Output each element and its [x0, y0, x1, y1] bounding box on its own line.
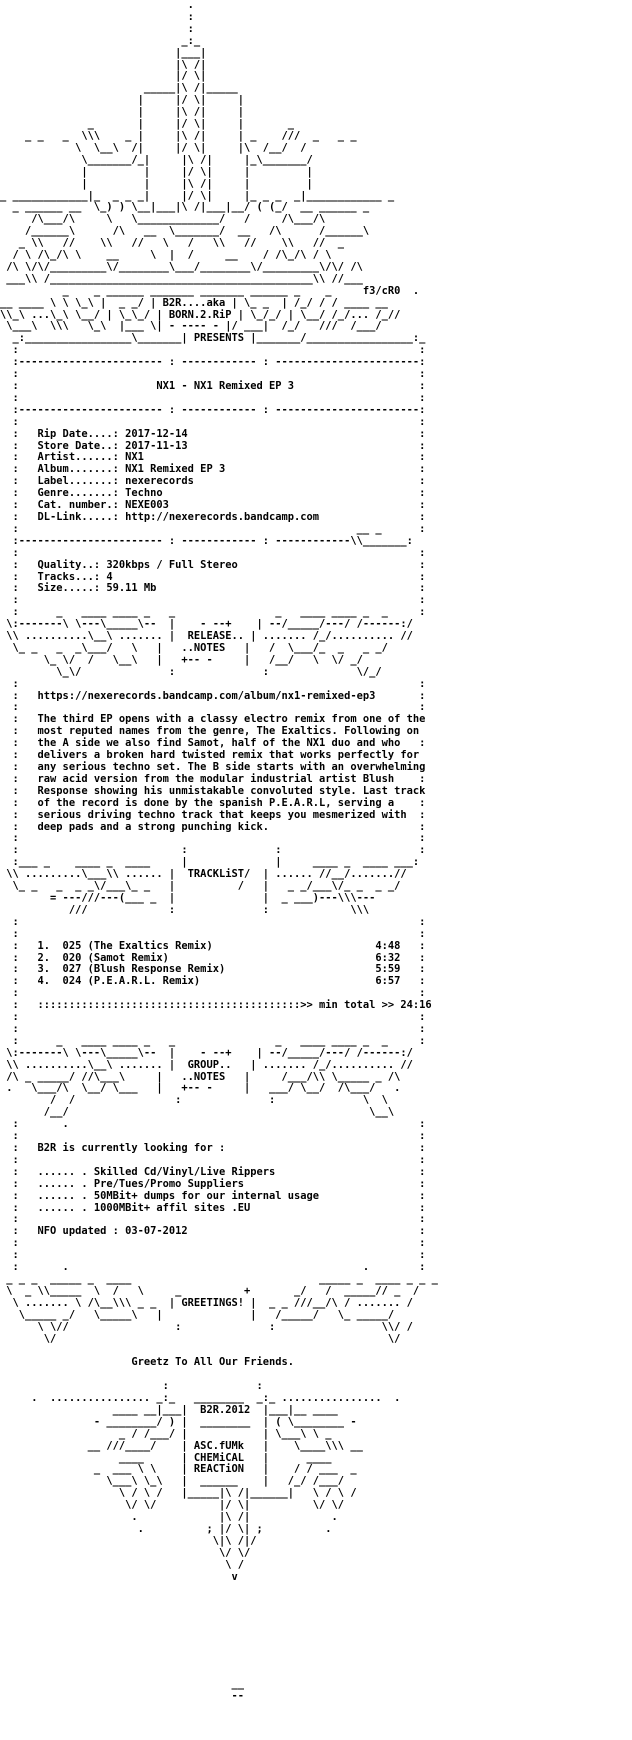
nfo-line: \:-------\ \---\_____\-- | - --+ | --/_____/---/ /------:/: [0, 618, 413, 631]
nfo-line: : :: [0, 1011, 426, 1024]
nfo-line: : __ _ :: [0, 522, 426, 535]
nfo-line: _:_________________\_______| PRESENTS |_______/_________________:_: [0, 332, 426, 345]
nfo-line: _:_: [0, 34, 201, 47]
nfo-line: : ...... . 50MBit+ dumps for our internal usage :: [0, 1189, 426, 1202]
nfo-line: \/ \/ |/ \| \/ \/: [0, 1499, 345, 1512]
nfo-line: : :: [0, 677, 426, 690]
nfo-line: : Genre.......: Techno :: [0, 487, 426, 500]
nfo-line: \ \// : : \\/ /: [0, 1320, 413, 1333]
nfo-line: : Rip Date....: 2017-12-14 :: [0, 427, 426, 440]
nfo-line: | |/ \| |: [0, 94, 244, 107]
nfo-line: :----------------------- : ------------ : -----------------------:: [0, 403, 426, 416]
nfo-line: : _ ____ ____ _ _ _ ____ ____ _ _ :: [0, 1034, 426, 1047]
nfo-line: : . :: [0, 1118, 426, 1131]
nfo-line: : Response showing his unmistakable convoluted style. Last track: [0, 784, 426, 797]
nfo-line: : :: [0, 1022, 426, 1035]
nfo-line: _ _ _ \\\ _ | |\ /| | _ /// _ _ _: [0, 129, 357, 142]
nfo-line: : raw acid version from the modular industrial artist Blush :: [0, 772, 426, 785]
nfo-line: :: [0, 10, 194, 23]
nfo-line: /\___/\ \ \_____________/ / /\___/\: [0, 213, 326, 226]
nfo-line: | |\ /| |: [0, 106, 244, 119]
nfo-line: v: [0, 1570, 238, 1583]
nfo-line: : delivers a broken hard twisted remix that works perfectly for: [0, 749, 420, 762]
nfo-line: : ...... . Pre/Tues/Promo Suppliers :: [0, 1177, 426, 1190]
nfo-line: : Label.......: nexerecords :: [0, 475, 426, 488]
nfo-line: _ ___ \ \ | REACTiON | / / ___ _: [0, 1463, 357, 1476]
nfo-line: / \ /\_/\ \ __ \ | / __ / /\_/\ / \: [0, 249, 332, 262]
nfo-line: : :: [0, 1130, 426, 1143]
nfo-line: : Artist......: NX1 :: [0, 451, 426, 464]
nfo-line: /// : : \\\: [0, 903, 370, 916]
nfo-line: : :: [0, 701, 426, 714]
nfo-line: \ /: [0, 1558, 244, 1571]
nfo-line: \_\/ : : \/_/: [0, 665, 382, 678]
nfo-line: /______\ /\ __ \_______/ __ /\ /______\: [0, 225, 370, 238]
nfo-line: :___ _ ____ _ ____ | | ____ _ ____ ___:: [0, 856, 420, 869]
nfo-line: : deep pads and a strong punching kick. :: [0, 820, 426, 833]
nfo-line: \___\ \\\ \_\ |___ \| - ---- - |/ ___| /_/ /// /___/: [0, 320, 382, 333]
nfo-line: : :: [0, 915, 426, 928]
nfo-line: : :: [0, 987, 426, 1000]
nfo-line: : . . :: [0, 1261, 426, 1274]
nfo-line: \/ \/: [0, 1332, 401, 1345]
nfo-line: \\ ..........\__\ ....... | RELEASE.. | ....... /_/.......... //: [0, 630, 413, 643]
nfo-line: __ ///____/ | ASC.fUMk | \____\\\ __: [0, 1439, 363, 1452]
nfo-line: \|\ /|/: [0, 1534, 257, 1547]
nfo-line: :: [0, 22, 194, 35]
nfo-line: : :: [0, 546, 426, 559]
nfo-line: : Album.......: NX1 Remixed EP 3 :: [0, 463, 426, 476]
nfo-line: __ ____ \ \ \_\ | _ _/ | B2R....aka | \_ _ | /_/ / / ____ __: [0, 296, 388, 309]
nfo-line: /\ \/\/_________\/________\___/________\/_________\/\/ /\: [0, 260, 363, 273]
nfo-line: \\ .........\___\\ ...... | TRACKLiST/ | ...... //__/.......//: [0, 868, 407, 881]
nfo-line: : serious driving techno track that keeps you mesmerized with :: [0, 808, 426, 821]
nfo-line: _ | |/ \| | _: [0, 118, 295, 131]
nfo-line: \_____ _/ \_____\ | | /_____/ \_ _____/: [0, 1308, 395, 1321]
nfo-line: : Tracks...: 4 :: [0, 570, 426, 583]
nfo-line: \_ \/ / \__\ | +-- - | /__/ \ \/ _/: [0, 653, 363, 666]
nfo-line: : 4. 024 (P.E.A.R.L. Remix) 6:57 :: [0, 975, 426, 988]
nfo-line: . ; |/ \| ; .: [0, 1523, 332, 1535]
nfo-line: : Quality..: 320kbps / Full Stereo :: [0, 558, 426, 571]
nfo-line: __: [0, 1677, 244, 1690]
nfo-line: : :: [0, 368, 426, 381]
nfo-line: : :: [0, 1153, 426, 1166]
nfo-line: : 2. 020 (Samot Remix) 6:32 :: [0, 951, 426, 964]
nfo-line: : B2R is currently looking for : :: [0, 1142, 426, 1154]
nfo-line: :----------------------- : ------------ : ------------\\_______:: [0, 534, 413, 547]
nfo-line: : :: [0, 344, 426, 357]
nfo-line: : _ ____ ____ _ _ _ ____ ____ _ _ :: [0, 606, 426, 619]
nfo-line: : ...... . Skilled Cd/Vinyl/Live Rippers :: [0, 1165, 426, 1178]
nfo-line: : :: [0, 1237, 426, 1250]
nfo-line: : :: [0, 927, 426, 940]
nfo-line: .: [0, 0, 194, 11]
nfo-line: : NX1 - NX1 Remixed EP 3 :: [0, 380, 426, 392]
nfo-line: : NFO updated : 03-07-2012 :: [0, 1225, 426, 1238]
nfo-line: : DL-Link.....: http://nexerecords.bandcamp.com :: [0, 510, 426, 523]
nfo-line: : :: [0, 391, 426, 404]
nfo-line: : The third EP opens with a classy electro remix from one of the: [0, 713, 426, 726]
nfo-line: \_ _ _ _ _\/___\_ _ | / | _ _/___\/_ _ _ _/: [0, 880, 401, 893]
nfo-line: \\_\ ...\_\ \__/ | \_\_/ | BORN.2.RiP | \_/_/ | \__/ /_/... /_//: [0, 308, 401, 321]
nfo-line: : :: [0, 415, 426, 428]
nfo-line: [0, 1344, 425, 1356]
nfo-line: : of the record is done by the spanish P.E.A.R.L, serving a :: [0, 796, 426, 809]
nfo-line: _____|\ /|_____: [0, 82, 238, 95]
nfo-line: \ _ \\_____ \ / \ _ + _/ / _____// _ /: [0, 1284, 420, 1297]
nfo-line: : :: [0, 594, 426, 607]
nfo-line: : : : :: [0, 844, 426, 857]
nfo-line: . ................ _:_ ________ _:_ ................ .: [0, 1392, 401, 1405]
nfo-line: Greetz To All Our Friends.: [0, 1356, 420, 1369]
nfo-line: [0, 1368, 425, 1380]
nfo-line: : :: [0, 1249, 426, 1262]
nfo-line: : :: [0, 1380, 263, 1393]
nfo-line: | | |\ /| | |: [0, 177, 313, 190]
nfo-line: . \___/\ \__/ \___ | +-- - | ___/ \__/ /\___/ .: [0, 1082, 401, 1095]
nfo-line: \_ _ _ _\___/ \ | ..NOTES | / \___/_ _ _ _/: [0, 641, 388, 654]
nfo-line: : Cat. number.: NEXE003 :: [0, 499, 426, 512]
nfo-line: |/ \|: [0, 70, 207, 83]
nfo-line: : ::::::::::::::::::::::::::::::::::::::::::>> min total >> 24:16: [0, 999, 432, 1012]
nfo-line: |\ /|: [0, 58, 207, 71]
nfo-line: . |\ /| .: [0, 1511, 338, 1524]
nfo-line: : most reputed names from the genre, The Exaltics. Following on: [0, 725, 420, 738]
nfo-line: : the A side we also find Samot, half of the NX1 duo and who :: [0, 737, 426, 750]
nfo-line: ___\\ /__________________________________________\\ //___: [0, 272, 363, 285]
nfo-line: /__/ \__\: [0, 1106, 395, 1119]
nfo-line: \\ ..........\__\ ....... | GROUP.. | ....... /_/.......... //: [0, 1058, 413, 1071]
nfo-line: = ---///---(___ _ | | _ ___)---\\\---: [0, 891, 376, 904]
nfo-line: ____ __|___| B2R.2012 |___|__ ____: [0, 1403, 338, 1416]
nfo-line: : ...... . 1000MBit+ affil sites .EU :: [0, 1201, 426, 1214]
nfo-line: : Store Date..: 2017-11-13 :: [0, 439, 426, 452]
nfo-line: : any serious techno set. The B side starts with an overwhelming: [0, 761, 426, 773]
nfo-line: --: [0, 1689, 244, 1702]
nfo-line: _ _ _ _____ _ ____ _____ _ ____ _ _ _: [0, 1272, 438, 1285]
nfo-line: _ ____________|_ _ _ _| |/ \| |_ _ _ _|____________ _: [0, 189, 395, 202]
nfo-line: _ _ ______ _______ _______ ______ _ _ f3/cR0 .: [0, 284, 420, 297]
nfo-line: \/ \/: [0, 1546, 251, 1559]
nfo-line: | | |/ \| | |: [0, 165, 313, 178]
nfo-line: :----------------------- : ------------ : -----------------------:: [0, 356, 426, 369]
nfo-line: \ \__\ /| |/ \| |\ /__/ /: [0, 141, 307, 154]
nfo-line: / / : : \ \: [0, 1094, 388, 1107]
nfo-line: |___|: [0, 46, 207, 59]
nfo-line: : 3. 027 (Blush Response Remix) 5:59 :: [0, 963, 426, 976]
nfo-line: ____ | CHEMiCAL | ____: [0, 1451, 332, 1464]
nfo-line: \:-------\ \---\_____\-- | - --+ | --/_____/---/ /------:/: [0, 1046, 413, 1059]
nfo-line: _ ______ __ \_) ) \__|___|\ /|___|__/ ( (_/ __ ______ _: [0, 201, 370, 214]
nfo-line: \___\ \_\ | ______ | /_/ /___/: [0, 1475, 345, 1488]
nfo-line: - ________/ ) | ________ | ( \________ -: [0, 1415, 357, 1428]
nfo-line: : Size.....: 59.11 Mb :: [0, 582, 426, 595]
nfo-line: : :: [0, 1213, 426, 1226]
nfo-line: _ \\ // \\ // \ / \\ // \\ // _: [0, 237, 345, 250]
nfo-line: : https://nexerecords.bandcamp.com/album/nx1-remixed-ep3 :: [0, 689, 426, 702]
nfo-line: \_______/_| |\ /| |_\_______/: [0, 153, 313, 166]
nfo-line: : 1. 025 (The Exaltics Remix) 4:48 :: [0, 939, 426, 952]
nfo-line: _ / /___/ | | \___\ \ _: [0, 1427, 332, 1440]
nfo-line: \ / \ / |_____|\ /|______| \ / \ /: [0, 1487, 357, 1500]
nfo-line: : :: [0, 832, 426, 845]
nfo-line: /\ _ _____/ //\___\ | ..NOTES | /___/\\ \_____ _ /\: [0, 1070, 401, 1083]
nfo-line: \ ....... \ /\__\\\ _ _ | GREETINGS! | _ _ ///__/\ / ....... /: [0, 1296, 413, 1309]
